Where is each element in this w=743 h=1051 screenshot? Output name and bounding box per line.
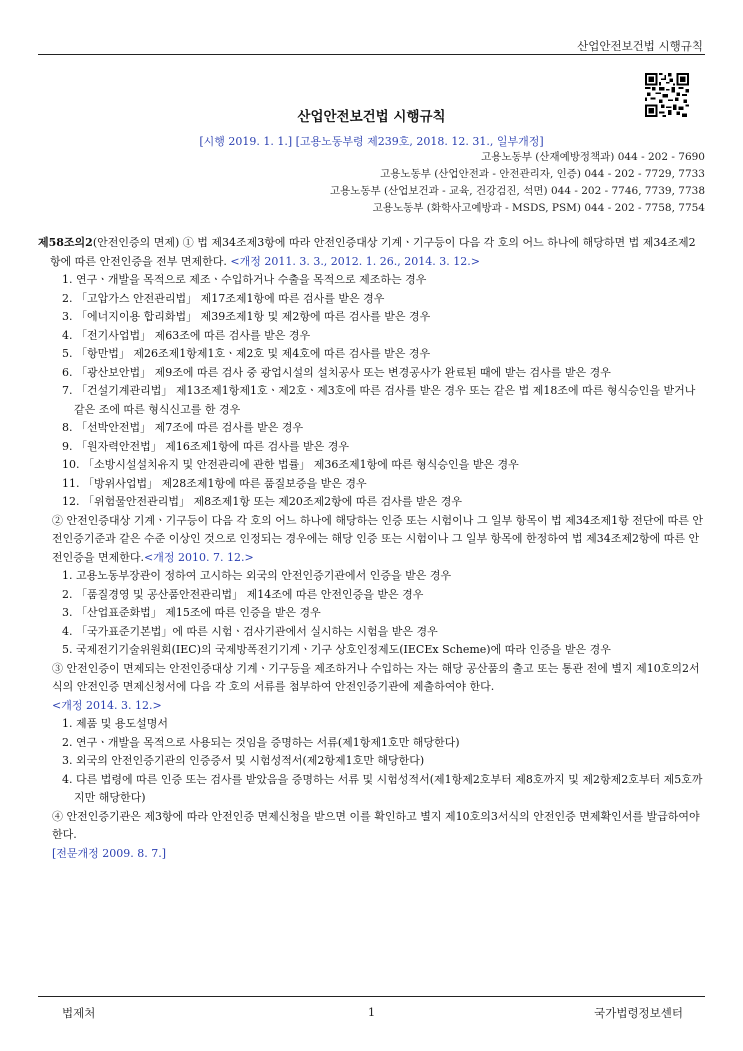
- footer-rule: [38, 996, 705, 997]
- article-paragraph-4: [38, 808, 706, 845]
- list-item: 8. 「선박안전법」 제7조에 따른 검사를 받은 경우: [62, 421, 304, 434]
- paragraph-text: ② 안전인증대상 기계ㆍ기구등이 다음 각 호의 어느 하나에 해당하는 인증 또는 시험이나 그 일부 항목이 법 제34조제1항 전단에 따른 안전인증기준과 같은 수준 이상인 것으로 인정되는 경우에는 해당 인증 또는 시험이나 그 일부 항목에 한정하여 법 제34조제2항에 따른 안전인증을 면제한다.: [52, 513, 703, 564]
- paragraph-text: ③ 안전인증이 면제되는 안전인증대상 기계ㆍ기구등을 제조하거나 수입하는 자는 해당 공산품의 출고 또는 통관 전에 별지 제10호의2서식의 안전인증 면제신청서에 다음 각 호의 서류를 첨부하여 안전인증기관에 제출하여야 한다.: [52, 661, 700, 693]
- list-item: 7. 「건설기계관리법」 제13조제1항제1호ㆍ제2호ㆍ제3호에 따른 검사를 받은 경우 또는 같은 법 제18조에 따른 형식승인을 받거나 같은 조에 따른 형식신고를 한 경우: [62, 384, 696, 416]
- list-item: 3. 「에너지이용 합리화법」 제39조제1항 및 제2항에 따른 검사를 받은 경우: [62, 310, 431, 323]
- list-item: 1. 고용노동부장관이 정하여 고시하는 외국의 안전인증기관에서 인증을 받은 경우: [62, 569, 452, 582]
- footer-source: 법제처: [62, 1006, 96, 1020]
- contact-list: [330, 149, 705, 217]
- list-item: 4. 「전기사업법」 제63조에 따른 검사를 받은 경우: [62, 328, 311, 342]
- footer-publisher: 국가법령정보센터: [594, 1006, 683, 1020]
- paragraph-text: ④ 안전인증기관은 제3항에 따라 안전인증 면제신청을 받으면 이를 확인하고 별지 제10호의3서식의 안전인증 면제확인서를 발급하여야 한다.: [52, 809, 700, 841]
- article-paragraph-3: [38, 660, 706, 697]
- document-title: 산업안전보건법 시행규칙: [297, 109, 446, 125]
- amendment-note[interactable]: <개정 2010. 7. 12.>: [144, 550, 254, 564]
- list-item: 4. 다른 법령에 따른 인증 또는 검사를 받았음을 증명하는 서류 및 시험성적서(제1항제2호부터 제8호까지 및 제2항제2호부터 제5호까지만 해당한다): [62, 772, 703, 804]
- header-rule: [38, 54, 705, 55]
- contact-line: 고용노동부 (화학사고예방과 - MSDS, PSM) 044 - 202 - 7758, 7754: [372, 202, 705, 214]
- list-item: 2. 「품질경영 및 공산품안전관리법」 제14조에 따른 안전인증을 받은 경우: [62, 587, 424, 601]
- paragraph-text: ① 법 제34조제3항에 따라 안전인증대상 기계ㆍ기구등이 다음 각 호의 어느 하나에 해당하면 법 제34조제2항에 따른 안전인증을 전부 면제한다.: [50, 236, 696, 268]
- full-amendment-note[interactable]: [전문개정 2009. 8. 7.]: [52, 846, 167, 860]
- article-heading: (안전인증의 면제): [92, 236, 180, 249]
- article-body: [38, 234, 706, 863]
- list-item: 5. 국제전기기술위원회(IEC)의 국제방폭전기기계ㆍ기구 상호인정제도(IECEx Scheme)에 따라 인증을 받은 경우: [62, 643, 611, 656]
- enactment-info[interactable]: [시행 2019. 1. 1.] [고용노동부령 제239호, 2018. 12. 31., 일부개정]: [199, 135, 544, 148]
- contact-line: 고용노동부 (산업안전과 - 안전관리자, 인증) 044 - 202 - 7729, 7733: [380, 168, 705, 180]
- article-paragraph-2: [38, 512, 706, 568]
- list-item: 5. 「항만법」 제26조제1항제1호ㆍ제2호 및 제4호에 따른 검사를 받은 경우: [62, 347, 431, 360]
- list-item: 1. 연구ㆍ개발을 목적으로 제조ㆍ수입하거나 수출을 목적으로 제조하는 경우: [62, 273, 427, 286]
- list-item: 2. 연구ㆍ개발을 목적으로 사용되는 것임을 증명하는 서류(제1항제1호만 해당한다): [62, 735, 460, 749]
- list-item: 1. 제품 및 용도설명서: [62, 717, 168, 730]
- contact-line: 고용노동부 (산업보건과 - 교육, 건강검진, 석면) 044 - 202 - 7746, 7739, 7738: [329, 185, 705, 197]
- list-item: 11. 「방위사업법」 제28조제1항에 따른 품질보증을 받은 경우: [62, 476, 367, 490]
- article-number: 제58조의2: [38, 236, 93, 249]
- list-item: 4. 「국가표준기본법」에 따른 시험ㆍ검사기관에서 실시하는 시험을 받은 경우: [62, 624, 438, 638]
- list-item: 3. 「산업표준화법」 제15조에 따른 인증을 받은 경우: [62, 606, 321, 619]
- list-item: 3. 외국의 안전인증기관의 인증증서 및 시험성적서(제2항제1호만 해당한다): [62, 754, 425, 767]
- list-item: 12. 「위험물안전관리법」 제8조제1항 또는 제20조제2항에 따른 검사를 받은 경우: [62, 495, 462, 508]
- page-number: 1: [367, 1005, 376, 1019]
- amendment-note[interactable]: <개정 2011. 3. 3., 2012. 1. 26., 2014. 3. 12.>: [226, 254, 480, 268]
- list-item: 9. 「원자력안전법」 제16조제1항에 따른 검사를 받은 경우: [62, 439, 349, 453]
- list-item: 2. 「고압가스 안전관리법」 제17조제1항에 따른 검사를 받은 경우: [62, 291, 385, 305]
- running-title: 산업안전보건법 시행규칙: [577, 39, 703, 53]
- article-paragraph-1: [38, 234, 706, 271]
- contact-line: 고용노동부 (산재예방정책과) 044 - 202 - 7690: [481, 151, 705, 163]
- list-item: 10. 「소방시설설치유지 및 안전관리에 관한 법률」 제36조제1항에 따른 형식승인을 받은 경우: [62, 458, 519, 471]
- list-item: 6. 「광산보안법」 제9조에 따른 검사 중 광업시설의 설치공사 또는 변경공사가 완료된 때에 받는 검사를 받은 경우: [62, 365, 611, 379]
- amendment-note[interactable]: <개정 2014. 3. 12.>: [52, 698, 162, 712]
